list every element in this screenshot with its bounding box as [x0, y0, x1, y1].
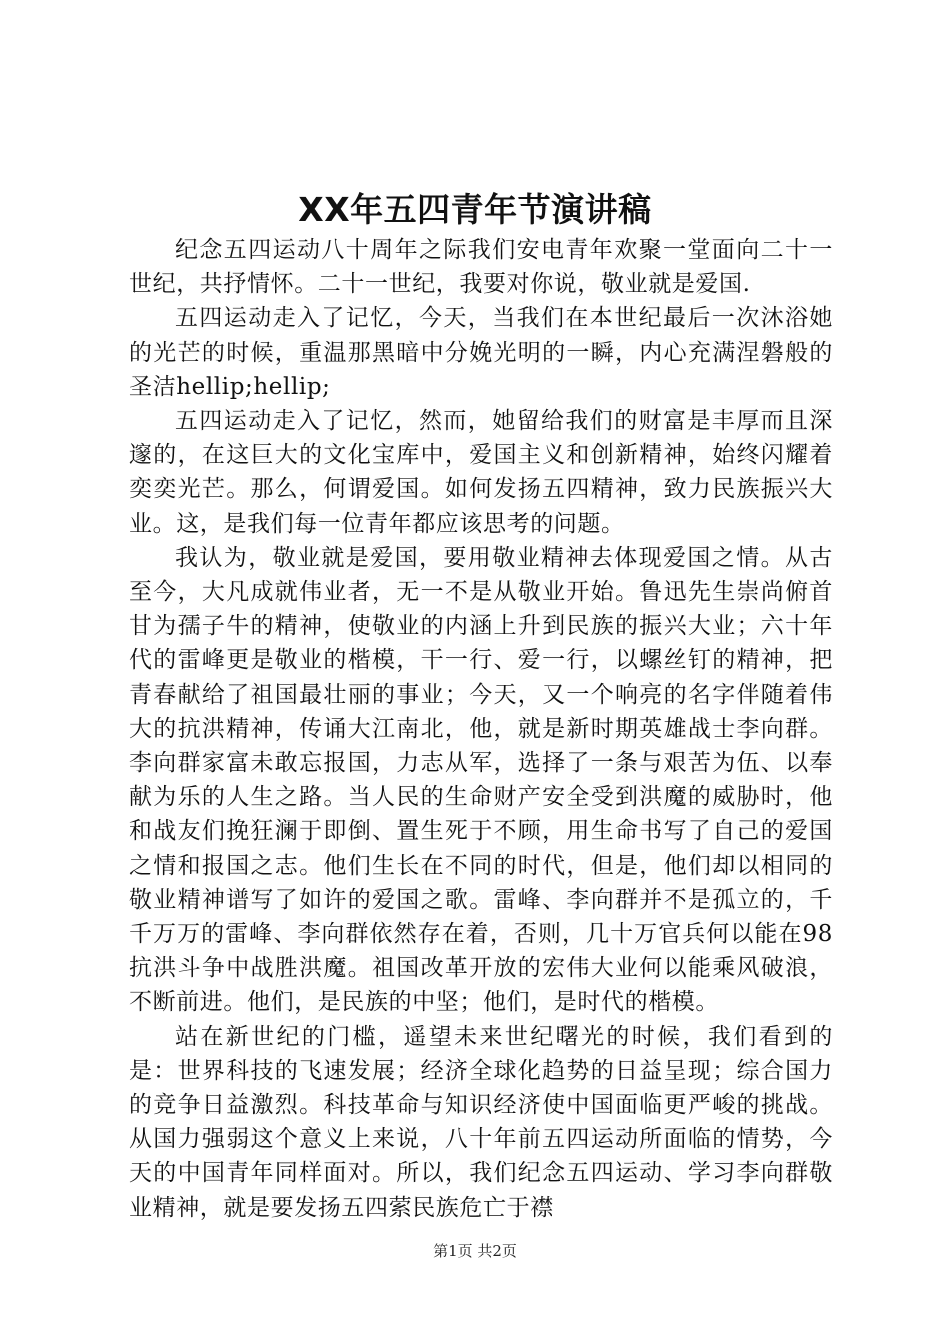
- document-body: [129, 233, 833, 1225]
- paragraph: 我认为，敬业就是爱国，要用敬业精神去体现爱国之情。从古至今，大凡成就伟业者，无一不是从敬业开始。鲁迅先生崇尚俯首甘为孺子牛的精神，使敬业的内涵上升到民族的振兴大业；六十年代的雷峰更是敬业的楷模，干一行、爱一行，以螺丝钉的精神，把青春献给了祖国最壮丽的事业；今天，又一个响亮的名字伴随着伟大的抗洪精神，传诵大江南北，他，就是新时期英雄战士李向群。李向群家富未敢忘报国，力志从军，选择了一条与艰苦为伍、以奉献为乐的人生之路。当人民的生命财产安全受到洪魔的威胁时，他和战友们挽狂澜于即倒、置生死于不顾，用生命书写了自己的爱国之情和报国之志。他们生长在不同的时代，但是，他们却以相同的敬业精神谱写了如许的爱国之歌。雷峰、李向群并不是孤立的，千千万万的雷峰、李向群依然存在着，否则，几十万官兵何以能在98抗洪斗争中战胜洪魔。祖国改革开放的宏伟大业何以能乘风破浪，不断前进。他们，是民族的中坚；他们，是时代的楷模。: [129, 544, 833, 1016]
- document-title: XX年五四青年节演讲稿: [298, 190, 652, 229]
- paragraph: 五四运动走入了记忆，然而，她留给我们的财富是丰厚而且深邃的，在这巨大的文化宝库中，爱国主义和创新精神，始终闪耀着奕奕光芒。那么，何谓爱国。如何发扬五四精神，致力民族振兴大业。这，是我们每一位青年都应该思考的问题。: [129, 408, 833, 537]
- paragraph: 纪念五四运动八十周年之际我们安电青年欢聚一堂面向二十一世纪，共抒情怀。二十一世纪，我要对你说，敬业就是爱国.: [129, 237, 833, 298]
- page-number-footer: 第1页 共2页: [433, 1242, 517, 1260]
- paragraph: 站在新世纪的门槛，遥望未来世纪曙光的时候，我们看到的是：世界科技的飞速发展；经济全球化趋势的日益呈现；综合国力的竞争日益激烈。科技革命与知识经济使中国面临更严峻的挑战。从国力强弱这个意义上来说，八十年前五四运动所面临的情势，今天的中国青年同样面对。所以，我们纪念五四运动、学习李向群敬业精神，就是要发扬五四萦民族危亡于襟: [129, 1023, 833, 1221]
- paragraph: 五四运动走入了记忆，今天，当我们在本世纪最后一次沐浴她的光芒的时候，重温那黑暗中分娩光明的一瞬，内心充满涅磐般的圣洁hellip;hellip;: [129, 305, 833, 400]
